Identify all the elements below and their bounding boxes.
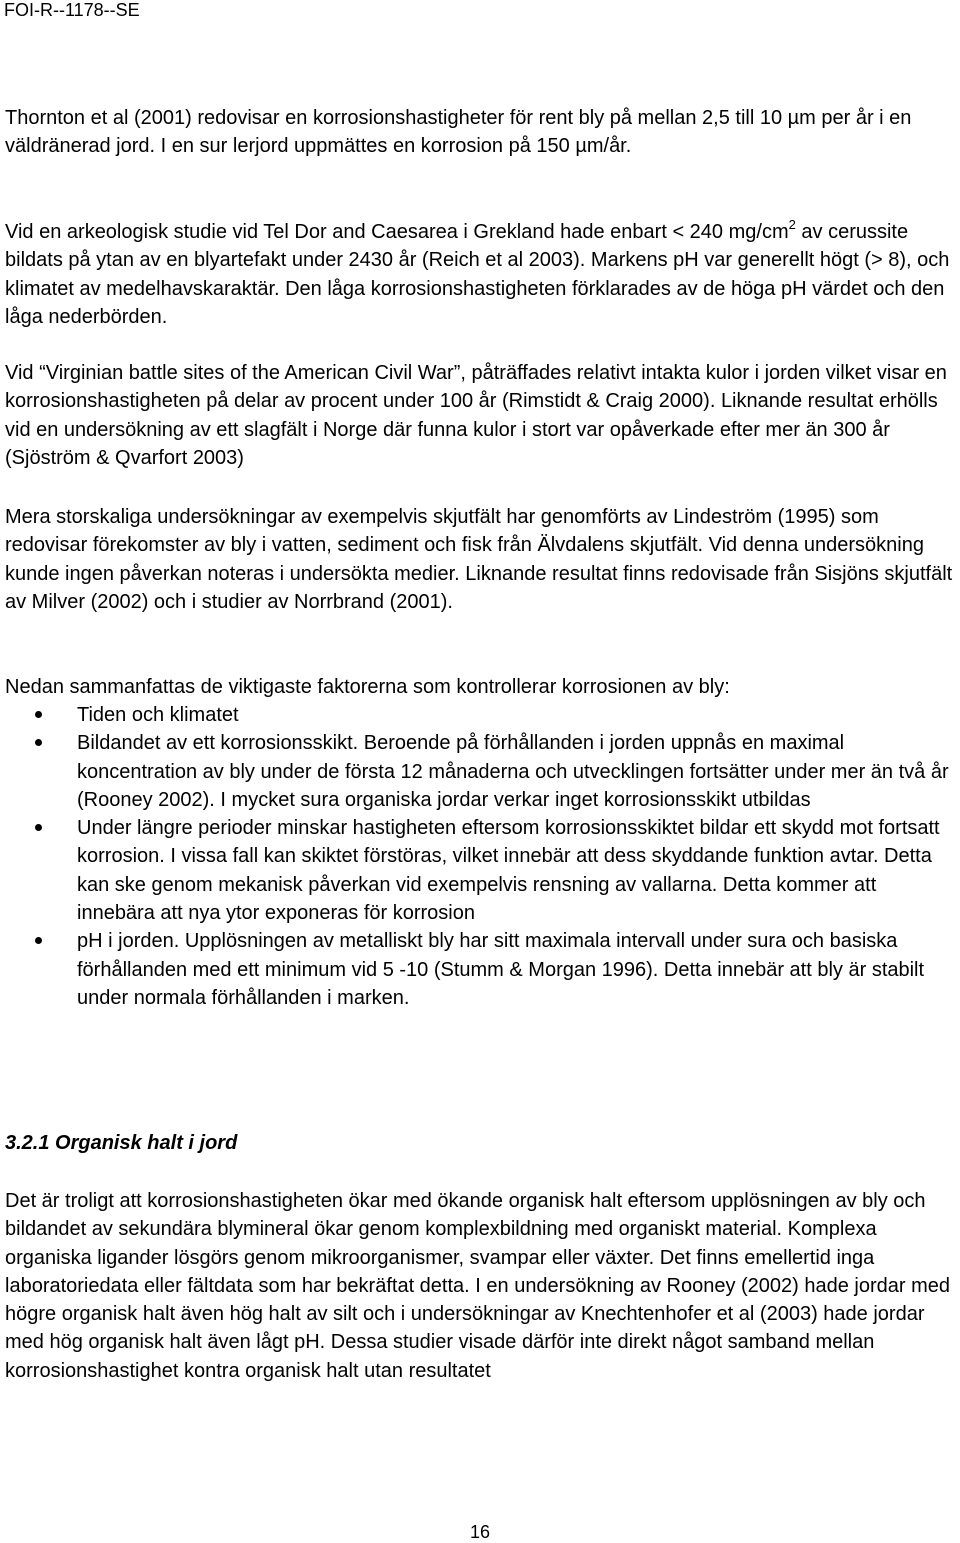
list-item-text: Under längre perioder minskar hastigheten eftersom korrosionsskiktet bildar ett skydd mot fortsatt korrosion. I vissa fall kan skiktet förstöras, vilket innebär att dess skyddande funktion avtar. Detta kan ske genom mekanisk påverkan vid exempelvis rensning av vallarna. Detta kommer att innebära att nya ytor exponeras för korrosion xyxy=(77,817,940,925)
section-heading: 3.2.1 Organisk halt i jord xyxy=(5,1132,238,1154)
document-id-header: FOI-R--1178--SE xyxy=(4,0,140,20)
paragraph-organic-content: Det är troligt att korrosionshastigheten ökar med ökande organisk halt eftersom upplösningen av bly och bildandet av sekundära blymineral ökar genom komplexbildning med organiskt material. Komplexa organiska ligander lösgörs genom mikroorganismer, svampar eller växter. Det finns emellertid inga laboratoriedata eller fältdata som har bekräftat detta. I en undersökning av Rooney (2002) hade jordar med högre organisk halt även hög halt av silt och i undersökningar av Knechtenhofer et al (2003) hade jordar med hög organisk halt även lågt pH. Dessa studier visade därför inte direkt något samband mellan korrosionshastighet kontra organisk halt utan resultatet xyxy=(5,1190,951,1382)
bullet-dot-icon xyxy=(35,711,42,718)
paragraph-thornton: Thornton et al (2001) redovisar en korrosionshastigheter för rent bly på mellan 2,5 till 10 µm per år i en väldränerad jord. I en sur lerjord uppmättes en korrosion på 150 µm/år. xyxy=(5,107,912,158)
bullet-dot-icon xyxy=(35,937,42,944)
paragraph-civil-war: Vid “Virginian battle sites of the American Civil War”, påträffades relativt intakta kulor i jorden vilket visar en korrosionshastigheten på delar av procent under 100 år (Rimstidt & Craig 2000). Liknande resultat erhölls vid en undersökning av ett slagfält i Norge där funna kulor i stort var opåverkade efter mer än 300 år (Sjöström & Qvarfort 2003) xyxy=(5,362,947,469)
bullet-dot-icon xyxy=(35,739,42,746)
list-item xyxy=(5,701,957,729)
list-item xyxy=(5,927,957,1012)
paragraph-archaeological-study xyxy=(5,218,957,331)
paragraph-archaeological-study-part-1: Vid en arkeologisk studie vid Tel Dor and Caesarea i Grekland hade enbart < 240 mg/cm xyxy=(5,221,789,243)
paragraph-shooting-ranges: Mera storskaliga undersökningar av exempelvis skjutfält har genomförts av Lindeström (1995) som redovisar förekomster av bly i vatten, sediment och fisk från Älvdalens skjutfält. Vid denna undersökning kunde ingen påverkan noteras i undersökta medier. Liknande resultat finns redovisade från Sisjöns skjutfält av Milver (2002) och i studier av Norrbrand (2001). xyxy=(5,506,953,613)
bullet-dot-icon xyxy=(35,824,42,831)
list-item xyxy=(5,729,957,814)
list-item-text: pH i jorden. Upplösningen av metalliskt bly har sitt maximala intervall under sura och basiska förhållanden med ett minimum vid 5 -10 (Stumm & Morgan 1996). Detta innebär att bly är stabilt under normala förhållanden i marken. xyxy=(77,930,925,1009)
page-number: 16 xyxy=(469,1522,491,1542)
list-item xyxy=(5,814,957,927)
corrosion-factors-list xyxy=(5,701,957,1012)
list-item-text: Tiden och klimatet xyxy=(77,704,239,726)
paragraph-summary-intro: Nedan sammanfattas de viktigaste faktorerna som kontrollerar korrosionen av bly: xyxy=(5,676,730,698)
superscript-squared: 2 xyxy=(788,217,796,232)
list-item-text: Bildandet av ett korrosionsskikt. Beroende på förhållanden i jorden uppnås en maximal koncentration av bly under de första 12 månaderna och utvecklingen fortsätter under mer än två år (Rooney 2002). I mycket sura organiska jordar verkar inget korrosionsskikt utbildas xyxy=(77,732,949,811)
paragraph-archaeological-study-part-2: av cerussite bildats på ytan av en blyartefakt under 2430 år (Reich et al 2003). Markens pH var generellt högt (> 8), och klimatet av medelhavskaraktär. Den låga korrosionshastigheten förklarades av de höga pH värdet och den låga nederbörden. xyxy=(5,221,950,328)
